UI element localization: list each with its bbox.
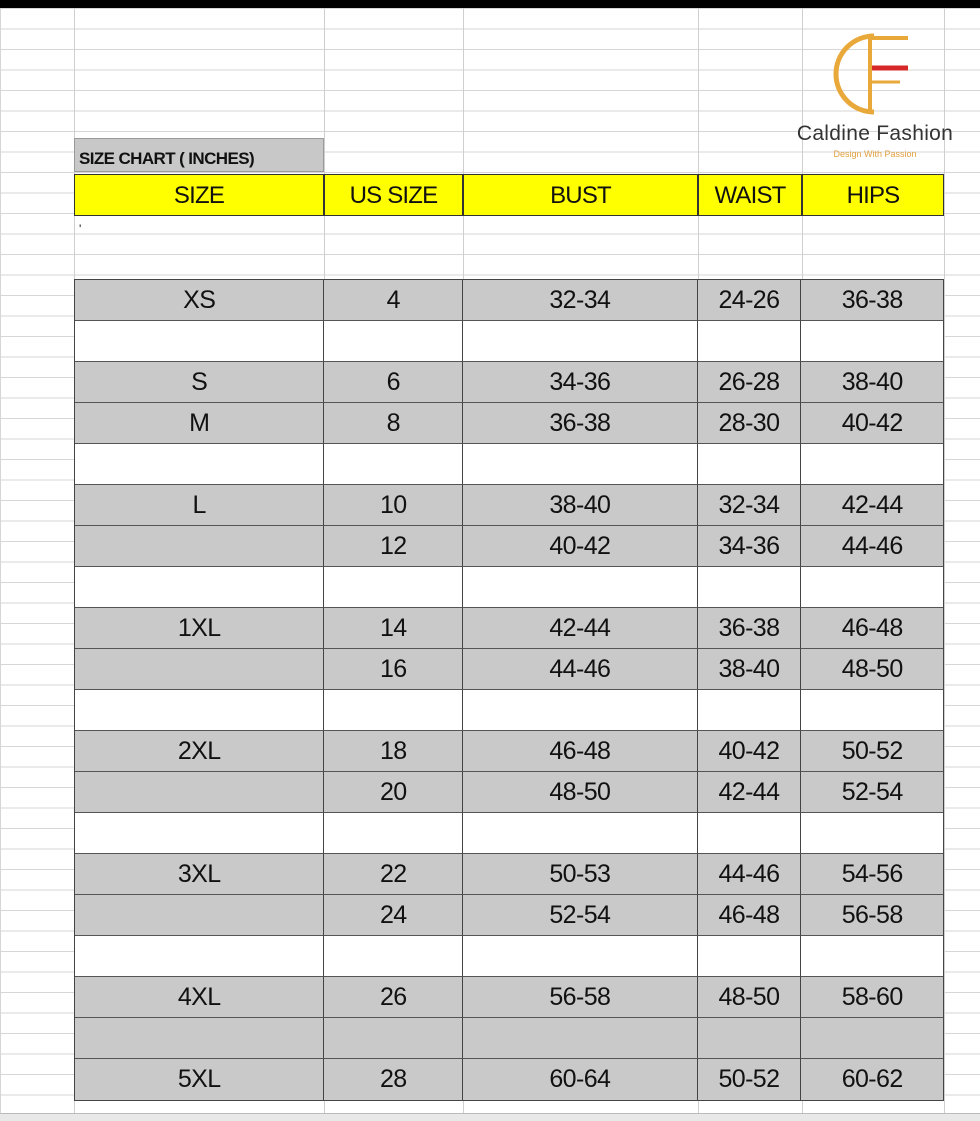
- cell-us-size[interactable]: 24: [324, 895, 463, 936]
- cell-us-size[interactable]: [324, 321, 463, 362]
- cell-waist[interactable]: 26-28: [698, 362, 802, 403]
- cell-bust[interactable]: 36-38: [463, 403, 697, 444]
- cell-us-size[interactable]: 18: [324, 731, 463, 772]
- cell-size[interactable]: [75, 772, 324, 813]
- cell-size[interactable]: [75, 649, 324, 690]
- cell-hips[interactable]: 42-44: [801, 485, 943, 526]
- cell-hips[interactable]: 44-46: [801, 526, 943, 567]
- cell-bust[interactable]: 40-42: [463, 526, 697, 567]
- cell-hips[interactable]: 54-56: [801, 854, 943, 895]
- cell-hips[interactable]: 56-58: [801, 895, 943, 936]
- cell-us-size[interactable]: [324, 690, 463, 731]
- cell-waist[interactable]: 28-30: [698, 403, 802, 444]
- cell-waist[interactable]: 44-46: [698, 854, 802, 895]
- cell-us-size[interactable]: [324, 813, 463, 854]
- cell-us-size[interactable]: 6: [324, 362, 463, 403]
- cell-size[interactable]: XS: [75, 280, 324, 321]
- cell-waist[interactable]: [698, 1018, 802, 1059]
- cell-waist[interactable]: [698, 321, 802, 362]
- cell-bust[interactable]: 44-46: [463, 649, 697, 690]
- table-row: [75, 321, 943, 362]
- cell-us-size[interactable]: 22: [324, 854, 463, 895]
- cell-bust[interactable]: [463, 321, 697, 362]
- cell-bust[interactable]: 60-64: [463, 1059, 697, 1100]
- cell-hips[interactable]: 50-52: [801, 731, 943, 772]
- cell-bust[interactable]: 46-48: [463, 731, 697, 772]
- cell-bust[interactable]: [463, 690, 697, 731]
- cell-hips[interactable]: [801, 567, 943, 608]
- cell-waist[interactable]: [698, 444, 802, 485]
- table-row: [75, 567, 943, 608]
- cell-size[interactable]: [75, 690, 324, 731]
- cell-bust[interactable]: [463, 813, 697, 854]
- cell-size[interactable]: [75, 526, 324, 567]
- cell-waist[interactable]: 48-50: [698, 977, 802, 1018]
- table-row: [75, 1018, 943, 1059]
- cell-us-size[interactable]: 10: [324, 485, 463, 526]
- brand-logo: [780, 30, 970, 170]
- table-row: [75, 895, 943, 936]
- cell-hips[interactable]: [801, 1018, 943, 1059]
- table-row: [75, 362, 943, 403]
- cell-bust[interactable]: 48-50: [463, 772, 697, 813]
- cell-hips[interactable]: [801, 690, 943, 731]
- header-waist: WAIST: [698, 174, 802, 216]
- cell-size[interactable]: [75, 936, 324, 977]
- cell-waist[interactable]: 34-36: [698, 526, 802, 567]
- cell-size[interactable]: [75, 321, 324, 362]
- table-row: [75, 649, 943, 690]
- cell-hips[interactable]: [801, 813, 943, 854]
- cell-us-size[interactable]: 20: [324, 772, 463, 813]
- cell-waist[interactable]: [698, 690, 802, 731]
- cell-bust[interactable]: 38-40: [463, 485, 697, 526]
- cell-us-size[interactable]: 28: [324, 1059, 463, 1100]
- cell-hips[interactable]: 40-42: [801, 403, 943, 444]
- cell-size[interactable]: 4XL: [75, 977, 324, 1018]
- cell-us-size[interactable]: 26: [324, 977, 463, 1018]
- cell-us-size[interactable]: 16: [324, 649, 463, 690]
- cell-bust[interactable]: [463, 567, 697, 608]
- cell-size[interactable]: 2XL: [75, 731, 324, 772]
- cell-bust[interactable]: 52-54: [463, 895, 697, 936]
- cell-waist[interactable]: 42-44: [698, 772, 802, 813]
- table-row: [75, 280, 943, 321]
- table-row: [75, 813, 943, 854]
- table-row: [75, 526, 943, 567]
- header-us-size: US SIZE: [324, 174, 463, 216]
- cell-size[interactable]: [75, 1018, 324, 1059]
- header-size: SIZE: [74, 174, 324, 216]
- table-row: [75, 731, 943, 772]
- table-row: [75, 485, 943, 526]
- cell-size[interactable]: [75, 567, 324, 608]
- cell-size[interactable]: [75, 895, 324, 936]
- column-gridline: [944, 8, 945, 1113]
- cell-hips[interactable]: [801, 321, 943, 362]
- cell-size[interactable]: [75, 444, 324, 485]
- cell-hips[interactable]: [801, 936, 943, 977]
- cell-waist[interactable]: 40-42: [698, 731, 802, 772]
- table-row: [75, 690, 943, 731]
- cell-bust[interactable]: 34-36: [463, 362, 697, 403]
- cell-bust[interactable]: [463, 444, 697, 485]
- cell-hips[interactable]: 38-40: [801, 362, 943, 403]
- cell-bust[interactable]: [463, 1018, 697, 1059]
- bottom-bar: [0, 1113, 980, 1121]
- cell-size[interactable]: 5XL: [75, 1059, 324, 1100]
- cell-bust[interactable]: 42-44: [463, 608, 697, 649]
- cell-bust[interactable]: 56-58: [463, 977, 697, 1018]
- table-row: [75, 1059, 943, 1100]
- cell-waist[interactable]: 38-40: [698, 649, 802, 690]
- cell-us-size[interactable]: 4: [324, 280, 463, 321]
- table-header: [74, 174, 944, 216]
- cell-hips[interactable]: 46-48: [801, 608, 943, 649]
- cell-hips[interactable]: [801, 444, 943, 485]
- cell-marker: ': [79, 222, 82, 236]
- cell-size[interactable]: 3XL: [75, 854, 324, 895]
- table-row: [75, 403, 943, 444]
- cell-hips[interactable]: 58-60: [801, 977, 943, 1018]
- cell-us-size[interactable]: [324, 1018, 463, 1059]
- cell-size[interactable]: 1XL: [75, 608, 324, 649]
- size-table: [74, 279, 944, 1101]
- cell-size[interactable]: M: [75, 403, 324, 444]
- cell-bust[interactable]: [463, 936, 697, 977]
- table-row: [75, 772, 943, 813]
- cell-waist[interactable]: 32-34: [698, 485, 802, 526]
- size-chart-title: SIZE CHART ( INCHES): [74, 138, 324, 172]
- table-row: [75, 977, 943, 1018]
- cell-hips[interactable]: 48-50: [801, 649, 943, 690]
- cell-hips[interactable]: 60-62: [841, 1065, 903, 1093]
- brand-tagline: Design With Passion: [833, 149, 917, 159]
- cell-us-size[interactable]: 8: [324, 403, 463, 444]
- header-hips: HIPS: [802, 174, 944, 216]
- cell-waist[interactable]: 50-52: [698, 1059, 802, 1100]
- table-row: [75, 936, 943, 977]
- cell-us-size[interactable]: 14: [324, 608, 463, 649]
- cell-waist[interactable]: 46-48: [698, 895, 802, 936]
- header-bust: BUST: [463, 174, 698, 216]
- cf-logo-icon: [830, 30, 920, 118]
- cell-size[interactable]: L: [75, 485, 324, 526]
- cell-waist[interactable]: 36-38: [698, 608, 802, 649]
- cell-size[interactable]: [75, 813, 324, 854]
- cell-us-size[interactable]: [324, 444, 463, 485]
- cell-bust[interactable]: 32-34: [463, 280, 697, 321]
- brand-name: Caldine Fashion: [796, 122, 954, 145]
- cell-waist[interactable]: [698, 936, 802, 977]
- cell-us-size[interactable]: [324, 567, 463, 608]
- cell-bust[interactable]: 50-53: [463, 854, 697, 895]
- cell-size[interactable]: S: [75, 362, 324, 403]
- table-row: [75, 444, 943, 485]
- cell-hips[interactable]: 36-38: [801, 280, 943, 321]
- cell-waist[interactable]: [698, 567, 802, 608]
- top-bar: [0, 0, 980, 8]
- cell-waist[interactable]: 24-26: [698, 280, 802, 321]
- cell-waist[interactable]: [698, 813, 802, 854]
- cell-us-size[interactable]: 12: [324, 526, 463, 567]
- cell-us-size[interactable]: [324, 936, 463, 977]
- table-row: [75, 608, 943, 649]
- cell-hips[interactable]: 52-54: [801, 772, 943, 813]
- table-row: [75, 854, 943, 895]
